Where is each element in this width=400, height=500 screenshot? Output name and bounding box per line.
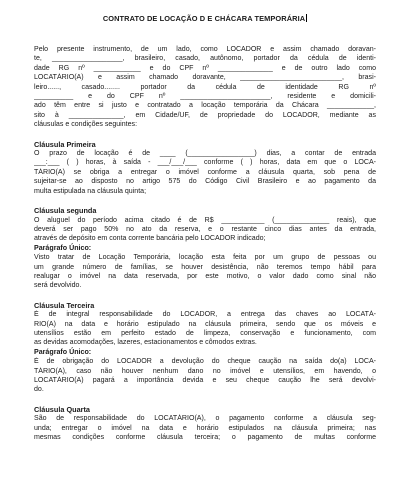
spacer: [34, 196, 376, 206]
spacer: [34, 291, 376, 301]
clause-section: [34, 206, 376, 291]
clause-line: utensílios estão em perfeito estado de limpeza, conservação e funcionamento, com: [34, 329, 376, 337]
clause-heading: Cláusula Quarta: [34, 404, 90, 414]
clause-line: sujeitar-se ao disposto no artigo 575 do Código Civil Brasileiro e ao pagamento da: [34, 178, 376, 186]
document-title-text: CONTRATO DE LOCAÇÃO D E CHÁCARA TEMPORÁRIA: [102, 14, 306, 23]
spacer: [34, 23, 376, 45]
paragraph-body: [34, 357, 376, 395]
clause-line: multa estipulada na cláusula quinta;: [34, 187, 147, 195]
clause-line: É de integral responsabilidade do LOCADOR, a entrega das chaves ao LOCATÁ-: [34, 311, 376, 319]
clause-body: [34, 414, 376, 442]
paragraph-line: um grande número de famílias, se houver desistência, não teremos tempo hábil para: [34, 263, 376, 271]
paragraph-heading: Parágrafo Único:: [34, 347, 92, 356]
intro-line: Pelo presente instrumento, de um lado, como LOCADOR e assim chamado doravan-: [34, 46, 376, 53]
clause-body: [34, 149, 376, 196]
clause-line: RIO(A) na data e horário estipulado na cláusula primeira, sendo que os móveis e: [34, 320, 376, 328]
intro-line: te, __________________, brasileiro, casado, autônomo, portador da cédula de identi-: [34, 55, 376, 63]
intro-line: __________ e do CPF nº _______________________, residente e domicili-: [34, 93, 376, 101]
clause-heading: Cláusula Primeira: [34, 139, 96, 149]
clause-section: [34, 301, 376, 395]
paragraph-heading: Parágrafo Único:: [34, 243, 92, 252]
clause-section: [34, 140, 376, 196]
clause-line: mesmas condições conforme cláusula terceira; o pagamento de multas conforme: [34, 434, 376, 442]
clause-line: unda; entregar o imóvel na data e horário estipulados na cláusula primeira; nas: [34, 424, 376, 432]
paragraph-line: será devolvido.: [34, 282, 82, 290]
clause-body: [34, 216, 376, 244]
clause-line: deverá ser pago 50% no ato da reserva, e o restante cinco dias antes da entrada,: [34, 225, 376, 233]
clause-line: através de depósito em conta corrente bancária pelo LOCADOR indicado;: [34, 235, 266, 243]
paragraph-line: É de obrigação do LOCADOR a devolução do cheque caução na saída do(a) LOCA-: [34, 358, 376, 366]
intro-line: ado têm entre si justo e contratado a locação temporária da Chácara ____________,: [34, 102, 376, 110]
document-title: [34, 14, 376, 23]
intro-paragraph: [34, 45, 376, 130]
clause-heading: Cláusula segunda: [34, 206, 97, 216]
paragraph-line: LOCATÁRIO(A) pagará a importância devida e seu cheque caução lhe será devolvi-: [34, 377, 376, 384]
clause-section: [34, 405, 376, 443]
clause-line: O prazo de locação é de ____ (_________________) dias, a contar de entrada: [34, 150, 376, 158]
paragraph-line: do.: [34, 386, 44, 394]
paragraph-line: realugar o imóvel na data reservada, por este motivo, o valor dado como sinal não: [34, 272, 376, 280]
intro-line: sito à ______________, em Cidade/UF, de propriedade do LOCADOR, mediante as: [34, 111, 376, 119]
intro-line: leiro......, casado........ portador da cédula de identidade RG nº: [34, 83, 376, 91]
clause-line: ___:___ ( ) horas, à saída - ___/___/___ conforme ( ) horas, data em que o LOCA-: [34, 159, 376, 167]
spacer: [34, 130, 376, 140]
intro-line: dade RG nº ____________ e do CPF nº ______________ e de outro lado como: [34, 64, 376, 72]
spacer: [34, 395, 376, 405]
paragraph-line: Visto tratar de Locação Temporária, locação esta feita por um grupo de pessoas ou: [34, 254, 376, 262]
intro-line: LOCATÁRIO(A) e assim chamado doravante, __________________________, brasi-: [34, 74, 376, 82]
intro-line: cláusulas e condições seguintes:: [34, 121, 138, 129]
clause-line: São de responsabilidade do LOCATÁRIO(A), o pagamento conforme a cláusula seg-: [34, 415, 376, 423]
clause-heading: Cláusula Terceira: [34, 300, 95, 310]
paragraph-line: TÁRIO(A), caso não houver nenhum dano no imóvel e utensílios, em havendo, o: [34, 367, 376, 375]
text-cursor: [306, 14, 307, 22]
clause-line: O aluguel do período acima citado é de R$ ___________ (______________ reais), que: [34, 216, 376, 224]
clause-line: TÁRIO(A) se obriga a entregar o imóvel conforme a cláusula quarta, sob pena de: [34, 168, 376, 176]
clause-body: [34, 310, 376, 348]
clause-line: as devidas acomodações, lazeres, estacionamentos e cômodos extras.: [34, 339, 257, 347]
paragraph-body: [34, 253, 376, 291]
